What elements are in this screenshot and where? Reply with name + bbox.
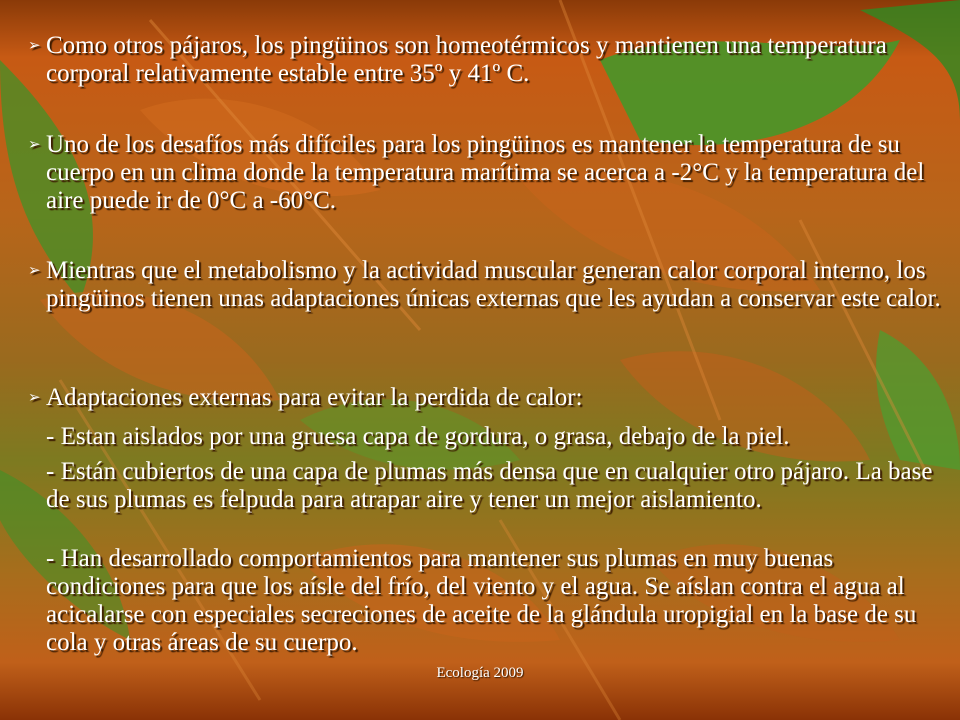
slide-footer: Ecología 2009 <box>436 665 524 681</box>
sub-item: - Están cubiertos de una capa de plumas más densa que en cualquier otro pájaro. La base de sus plumas es felpuda para atrapar aire y tener un mejor aislamiento. <box>46 458 933 513</box>
arrowhead-bullet-icon: ➢ <box>28 38 41 54</box>
sub-item: - Estan aislados por una gruesa capa de gordura, o grasa, debajo de la piel. <box>46 423 790 450</box>
arrowhead-bullet-icon: ➢ <box>28 263 41 279</box>
bullet-heading: Adaptaciones externas para evitar la perdida de calor: <box>46 384 583 411</box>
bullet-paragraph: Uno de los desafíos más difíciles para los pingüinos es mantener la temperatura de su cuerpo en un clima donde la temperatura marítima se acerca a -2°C y la temperatura del aire puede ir de 0°C a -60°C. <box>46 131 925 214</box>
arrowhead-bullet-icon: ➢ <box>28 390 41 406</box>
sub-item: - Han desarrollado comportamientos para mantener sus plumas en muy buenas condiciones para que los aísle del frío, del viento y el agua. Se aíslan contra el agua al acicalarse con especiales secreciones de aceite de la glándula uropigial en la base de su cola y otras áreas de su cuerpo. <box>46 545 917 656</box>
arrowhead-bullet-icon: ➢ <box>28 137 41 153</box>
bullet-paragraph: Mientras que el metabolismo y la actividad muscular generan calor corporal interno, los pingüinos tienen unas adaptaciones únicas externas que les ayudan a conservar este calor. <box>46 257 941 312</box>
bullet-paragraph: Como otros pájaros, los pingüinos son homeotérmicos y mantienen una temperatura corporal relativamente estable entre 35º y 41º C. <box>46 32 887 87</box>
